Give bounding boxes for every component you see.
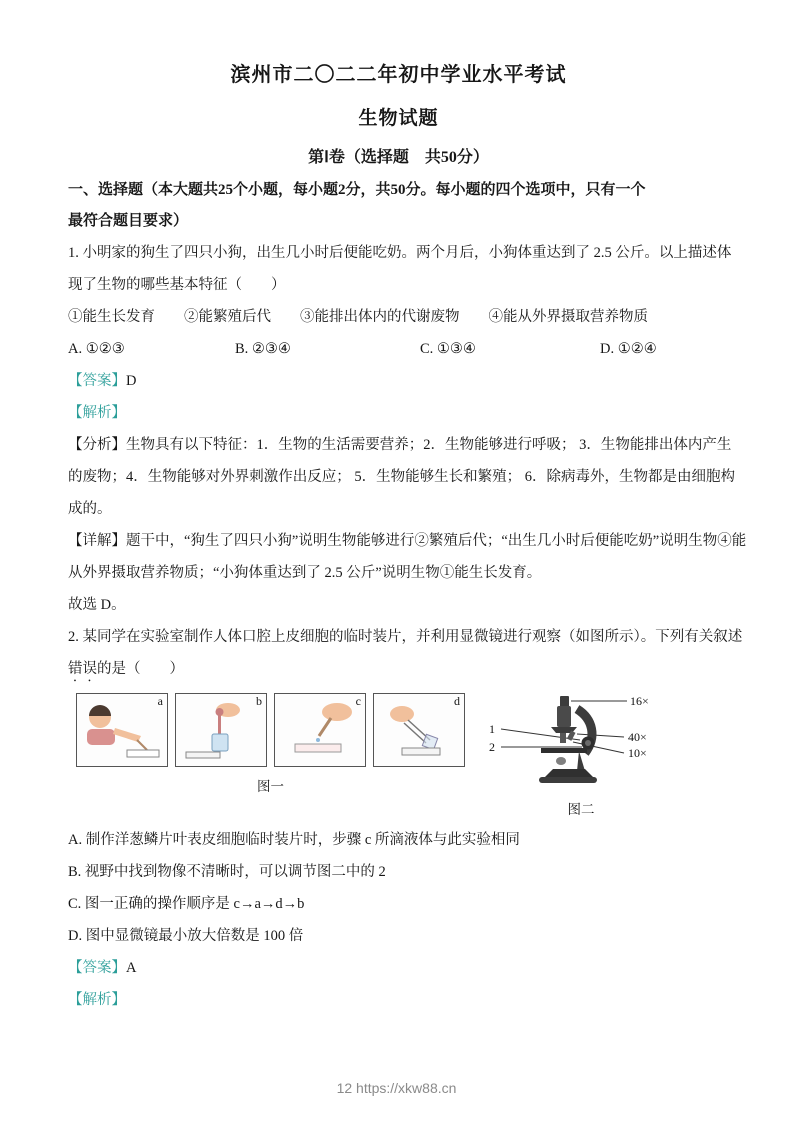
q2-figures xyxy=(76,693,729,818)
panel-d xyxy=(373,693,465,767)
q2-option-c: C. 图一正确的操作顺序是 c→a→d→b xyxy=(68,896,305,912)
page-footer: 12 https://xkw88.cn xyxy=(336,1080,457,1096)
microscope-body xyxy=(539,696,597,783)
q1-detail-line2: 从外界摄取营养物质；“小狗体重达到了 2.5 公斤”说明生物①能生长发育。 xyxy=(68,565,542,581)
q2-option-b: B. 视野中找到物像不清晰时，可以调节图二中的 2 xyxy=(68,864,386,880)
q1-option-b: B. ②③④ xyxy=(235,341,291,357)
q1-analysis-line2: 的废物；4．生物能够对外界刺激作出反应； 5．生物能够生长和繁殖； 6．除病毒外，生物都是由细胞构 xyxy=(68,469,735,485)
volume-heading: 第Ⅰ卷（选择题 共50分） xyxy=(308,149,489,166)
objective-10x-label: 10× xyxy=(628,746,647,760)
eyepiece-magnification-label: 16× xyxy=(630,694,649,708)
q2-stem-line1: 2. 某同学在实验室制作人体口腔上皮细胞的临时装片，并利用显微镜进行观察（如图所示）。下列有关叙述 xyxy=(68,629,743,645)
page-subtitle: 生物试题 xyxy=(358,108,439,129)
figure-one xyxy=(76,693,465,795)
q1-analysis-label: 【解析】 xyxy=(68,405,126,421)
figure-two-caption: 图二 xyxy=(567,802,595,817)
panel-a-illustration xyxy=(77,694,167,766)
q2-answer-value: A xyxy=(126,960,137,976)
section-intro-line2: 最符合题目要求） xyxy=(68,213,189,229)
page-title: 滨州市二〇二二年初中学业水平考试 xyxy=(230,64,567,86)
q1-options-row xyxy=(68,333,729,365)
panel-d-illustration xyxy=(374,694,464,766)
coarse-focus-label: 1 xyxy=(489,722,495,736)
q1-option-a: A. ①②③ xyxy=(68,341,125,357)
figure-two xyxy=(481,693,681,818)
panel-c xyxy=(274,693,366,767)
panel-d-label: d xyxy=(454,694,460,708)
panel-b-label: b xyxy=(256,694,262,708)
fine-focus-label: 2 xyxy=(489,740,495,754)
q1-analysis-heading xyxy=(68,397,729,429)
q1-answer-label: 【答案】 xyxy=(68,373,126,389)
panel-c-label: c xyxy=(355,694,361,708)
figure-one-caption: 图一 xyxy=(257,779,284,794)
q2-answer-line xyxy=(68,952,729,984)
q1-stem-line1: 1. 小明家的狗生了四只小狗，出生几小时后便能吃奶。两个月后，小狗体重达到了 2.5 公斤。以上描述体 xyxy=(68,245,732,261)
panel-a xyxy=(76,693,168,767)
question-2 xyxy=(68,621,743,1016)
section-intro-line1: 一、选择题（本大题共25个小题，每小题2分，共50分。每小题的四个选项中，只有一个 xyxy=(68,182,646,198)
q2-stem-line2 xyxy=(68,653,729,685)
panel-c-illustration xyxy=(275,694,365,766)
q1-stem-line2: 现了生物的哪些基本特征（ ） xyxy=(68,277,286,293)
q2-analysis-heading xyxy=(68,984,729,1016)
q1-option-d: D. ①②④ xyxy=(600,341,657,357)
question-1 xyxy=(68,237,747,621)
q2-answer-label: 【答案】 xyxy=(68,960,126,976)
q1-conclusion: 故选 D。 xyxy=(68,597,126,613)
q1-answer-line xyxy=(68,365,729,397)
q1-detail-line1: 【详解】题干中，“狗生了四只小狗”说明生物能够进行②繁殖后代；“出生几小时后便能吃奶”说明生物④能 xyxy=(68,533,747,549)
q2-analysis-label: 【解析】 xyxy=(68,992,126,1008)
panel-b-illustration xyxy=(176,694,266,766)
q1-analysis-line1: 【分析】生物具有以下特征：1．生物的生活需要营养；2．生物能够进行呼吸； 3．生物能排出体内产生 xyxy=(68,437,732,453)
q1-trait-list: ①能生长发育 ②能繁殖后代 ③能排出体内的代谢废物 ④能从外界摄取营养物质 xyxy=(68,309,648,325)
objective-40x-label: 40× xyxy=(628,730,647,744)
q2-stem-line2-rest: 的是（ ） xyxy=(97,661,184,677)
microscope-illustration xyxy=(481,693,681,791)
q2-option-a: A. 制作洋葱鳞片叶表皮细胞临时装片时，步骤 c 所滴液体与此实验相同 xyxy=(68,832,520,848)
q2-option-d: D. 图中显微镜最小放大倍数是 100 倍 xyxy=(68,928,304,944)
figure-one-panels xyxy=(76,693,465,767)
panel-b xyxy=(175,693,267,767)
panel-a-label: a xyxy=(157,694,163,708)
q1-answer-value: D xyxy=(126,373,137,389)
q1-analysis-line3: 成的。 xyxy=(68,501,112,517)
q1-option-c: C. ①③④ xyxy=(420,341,476,357)
q2-emphasized-word: 错误 xyxy=(68,661,97,677)
